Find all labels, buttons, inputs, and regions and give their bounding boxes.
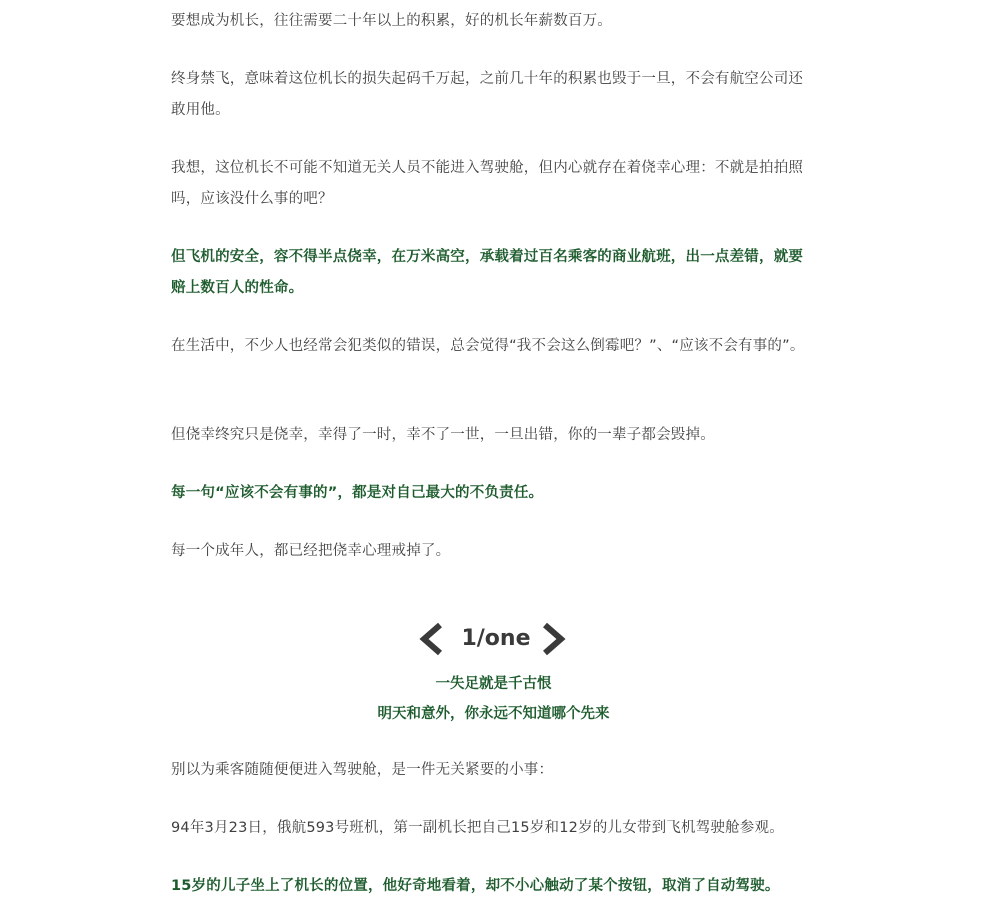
section-subtitle-1: 一失足就是千古恨 bbox=[435, 676, 552, 692]
section-subtitle-2: 明天和意外，你永远不知道哪个先来 bbox=[377, 706, 610, 722]
paragraph-9: 别以为乘客随随便便进入驾驶舱，是一件无关紧要的小事： bbox=[171, 762, 554, 778]
paragraph-10: 94年3月23日，俄航593号班机，第一副机长把自己15岁和12岁的儿女带到飞机驾驶舱参观。 bbox=[171, 820, 784, 836]
paragraph-5: 在生活中，不少人也经常会犯类似的错误，总会觉得“我不会这么倒霉吧？”、“应该不会有事的”。 bbox=[171, 338, 805, 354]
section-header bbox=[171, 620, 816, 660]
paragraph-11-emphasis: 15岁的儿子坐上了机长的位置，他好奇地看着，却不小心触动了某个按钮，取消了自动驾驶。 bbox=[171, 878, 780, 894]
paragraph-1: 要想成为机长，往往需要二十年以上的积累，好的机长年薪数百万。 bbox=[171, 13, 612, 29]
paragraph-8: 每一个成年人，都已经把侥幸心理戒掉了。 bbox=[171, 543, 451, 559]
section-number: 1/one bbox=[461, 626, 531, 651]
paragraph-3: 我想，这位机长不可能不知道无关人员不能进入驾驶舱，但内心就存在着侥幸心理：不就是拍拍照吗，应该没什么事的吧？ bbox=[171, 160, 804, 207]
paragraph-6: 但侥幸终究只是侥幸，幸得了一时，幸不了一世，一旦出错，你的一辈子都会毁掉。 bbox=[171, 427, 715, 443]
paragraph-4-emphasis: 但飞机的安全，容不得半点侥幸，在万米高空，承载着过百名乘客的商业航班，出一点差错，就要赔上数百人的性命。 bbox=[171, 249, 804, 296]
paragraph-2: 终身禁飞，意味着这位机长的损失起码千万起，之前几十年的积累也毁于一旦，不会有航空公司还敢用他。 bbox=[171, 71, 804, 118]
chevron-left-icon[interactable] bbox=[416, 622, 446, 656]
chevron-right-icon[interactable] bbox=[539, 622, 569, 656]
paragraph-7-emphasis: 每一句“应该不会有事的”，都是对自己最大的不负责任。 bbox=[171, 485, 544, 501]
